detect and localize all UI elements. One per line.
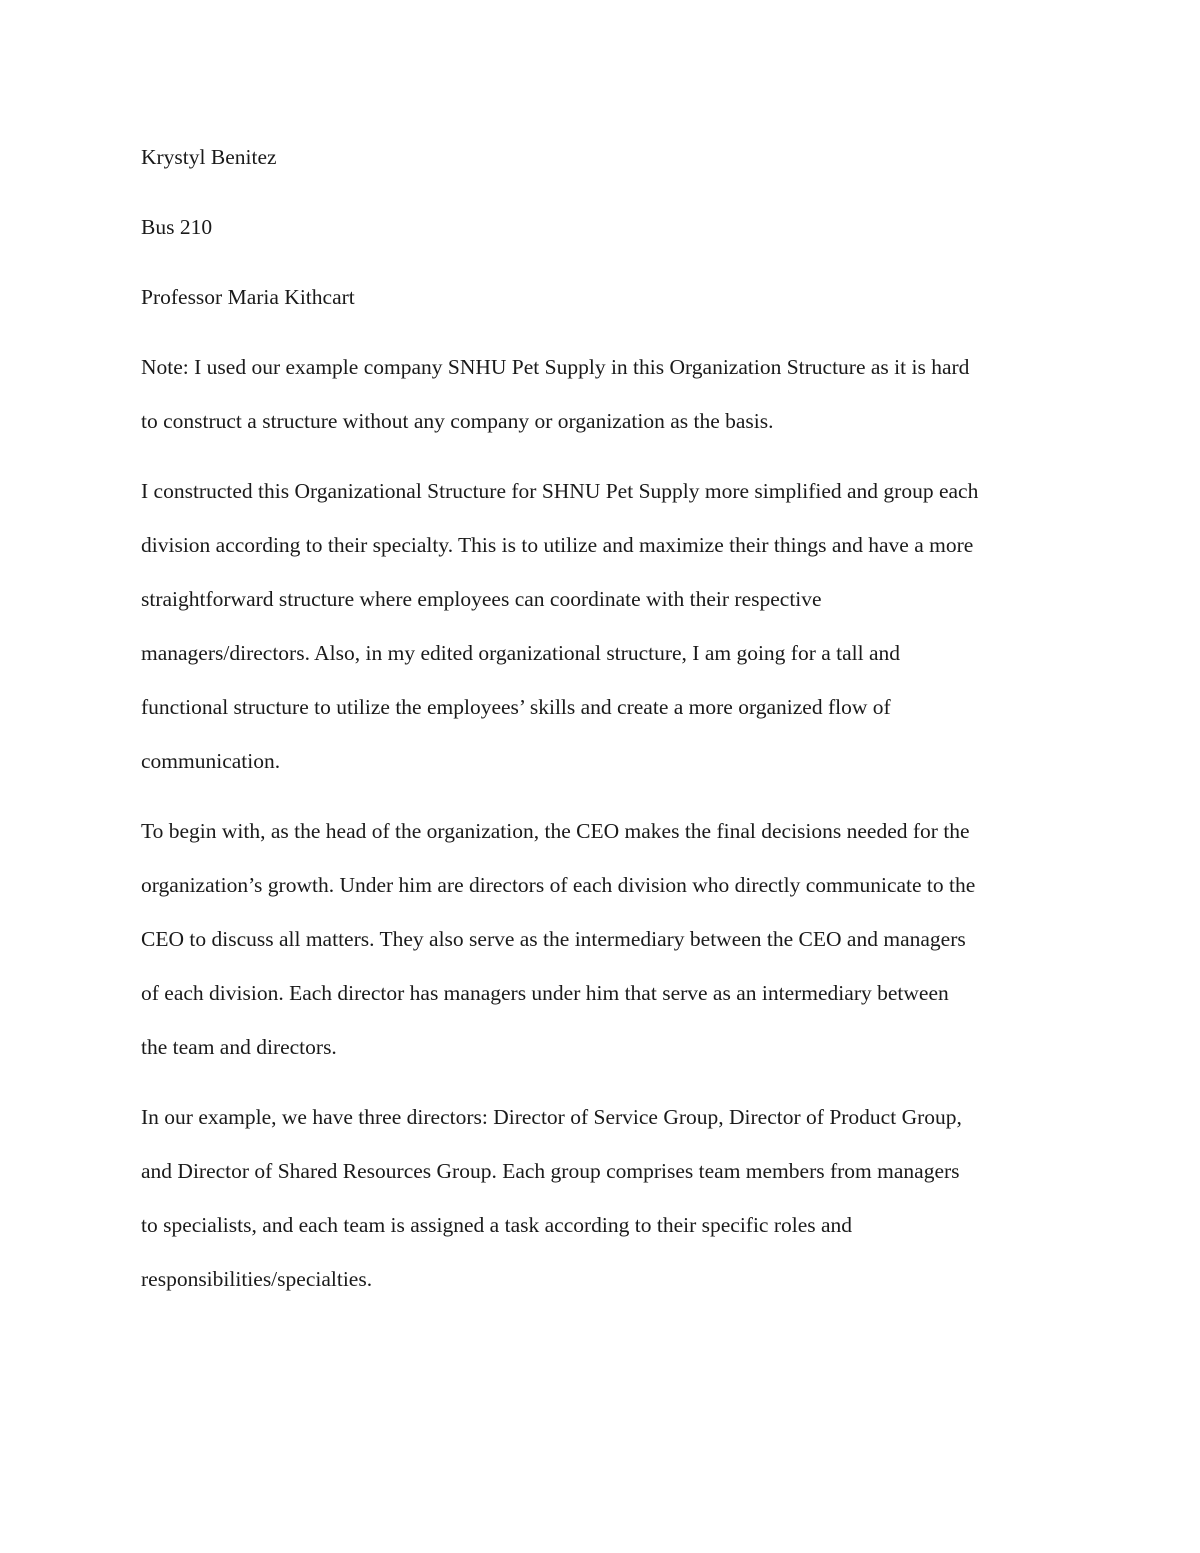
paragraph-line: communication.	[141, 749, 281, 773]
paragraph-line: Note: I used our example company SNHU Pet Supply in this Organization Structure as it is hard	[141, 355, 970, 379]
paragraph-line: responsibilities/specialties.	[141, 1267, 373, 1291]
course-code: Bus 210	[141, 215, 213, 239]
professor-name: Professor Maria Kithcart	[141, 285, 355, 309]
paragraph-line: division according to their specialty. This is to utilize and maximize their things and have a more	[141, 533, 974, 557]
paragraph-line: To begin with, as the head of the organization, the CEO makes the final decisions needed for the	[141, 819, 970, 843]
paragraph-directors	[141, 1098, 1066, 1314]
paragraph-line: I constructed this Organizational Structure for SHNU Pet Supply more simplified and group each	[141, 479, 979, 503]
paragraph-line: organization’s growth. Under him are directors of each division who directly communicate to the	[141, 873, 976, 897]
paragraph-structure-overview	[141, 472, 1066, 796]
paragraph-line: functional structure to utilize the employees’ skills and create a more organized flow of	[141, 695, 891, 719]
paragraph-line: managers/directors. Also, in my edited organizational structure, I am going for a tall and	[141, 641, 901, 665]
paragraph-line: and Director of Shared Resources Group. Each group comprises team members from managers	[141, 1159, 960, 1183]
paragraph-line: of each division. Each director has managers under him that serve as an intermediary between	[141, 981, 949, 1005]
paragraph-line: the team and directors.	[141, 1035, 337, 1059]
paragraph-note	[141, 348, 1066, 456]
paragraph-line: CEO to discuss all matters. They also serve as the intermediary between the CEO and managers	[141, 927, 966, 951]
document-body	[141, 138, 1066, 1330]
paragraph-ceo-role	[141, 812, 1066, 1082]
paragraph-line: In our example, we have three directors: Director of Service Group, Director of Product Group,	[141, 1105, 962, 1129]
paragraph-line: to construct a structure without any company or organization as the basis.	[141, 409, 774, 433]
author-name: Krystyl Benitez	[141, 145, 277, 169]
paragraph-line: to specialists, and each team is assigned a task according to their specific roles and	[141, 1213, 853, 1237]
paragraph-line: straightforward structure where employees can coordinate with their respective	[141, 587, 822, 611]
